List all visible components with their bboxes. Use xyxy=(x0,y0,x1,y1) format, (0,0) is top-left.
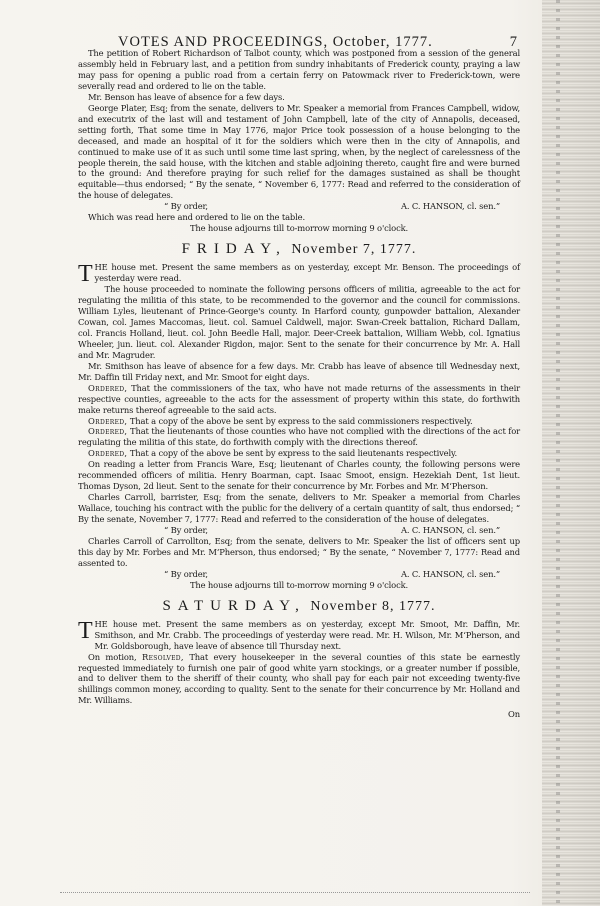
day-name: FRIDAY, xyxy=(181,241,287,258)
adjournment: The house adjourns till to-morrow morning 9 o'clock. xyxy=(189,223,409,234)
paragraph: The petition of Robert Richardson of Talbot county, which was postponed from a session of the general assembly held in February last, and a petition from sundry inhabitants of Frederick county, praying a law may pass for opening a public road from a certain ferry on Patowmack river to Frederick-town, were severally read and ordered to lie on the table. xyxy=(78,48,520,91)
ordered-paragraph: Ordered, That the lieutenants of those counties who have not complied with the directions of the act for regulating the militia of this state, do forthwith comply with the directions thereof. xyxy=(78,426,520,448)
adjournment: The house adjourns till to-morrow morning 9 o'clock. xyxy=(189,579,409,590)
paragraph: Charles Carroll, barrister, Esq; from the senate, delivers to Mr. Speaker a memorial from Charles Wallace, touching his contract with the public for the delivery of a certain quantity of salt, thus endorsed; “ By the senate, November 7, 1777: Read and referred to the consideration of the house of delegates. xyxy=(78,492,520,525)
signature-name: A. C. HANSON, cl. sen.” xyxy=(400,201,500,212)
signature-name: A. C. HANSON, cl. sen.” xyxy=(400,525,500,536)
catchword: On xyxy=(508,709,520,720)
signature-line xyxy=(78,201,520,212)
day-heading-friday xyxy=(78,241,520,258)
signature-name: A. C. HANSON, cl. sen.” xyxy=(400,568,500,579)
binding-marks xyxy=(556,0,560,906)
paragraph: Charles Carroll of Carrollton, Esq; from the senate, delivers to Mr. Speaker the list of officers sent up this day by Mr. Forbes and Mr. M‘Pherson, thus endorsed; “ By the senate, “ November 7, 1777: Read and assented to. xyxy=(78,535,520,568)
drop-cap: T xyxy=(78,617,93,644)
header-title: VOTES AND PROCEEDINGS, October, 1777. xyxy=(118,34,433,50)
signature-line xyxy=(78,525,520,536)
text-column xyxy=(78,48,520,720)
paragraph: THE house met. Present the same members as on yesterday, except Mr. Benson. The proceedings of yesterday were read. xyxy=(78,261,520,288)
resolved-paragraph: On motion, Resolved, That every housekeeper in the several counties of this state be earnestly requested immediately to furnish one pair of good white yarn stockings, or a greater number if possible, and to deliver them to the sheriff of their county, who shall pay for each pair not exceeding twenty-five shillings common money, according to quality. Sent to the senate for their concurrence by Mr. Holland and Mr. Williams. xyxy=(78,651,520,706)
day-date: November 7, 1777. xyxy=(291,242,417,258)
paragraph: The house proceeded to nominate the following persons officers of militia, agreeable to the act for regulating the militia of this state, to be recommended to the governor and the council for commissions. William Lyles, lieutenant of Prince-George's county. In Harford county, gunpowder battalion, Alexander Cowan, col. James Maccomas, lieut. col. Samuel Caldwell, major. Swan-Creek battalion, Richard Dallam, col. Francis Holland, lieut. col. John Beedle Hall, major. Deer-Creek battalion, William Webb, col. Ignatius Wheeler, jun. lieut. col. Alexander Rigdon, major. Sent to the senate for their concurrence by Mr. A. Hall and Mr. Magruder. xyxy=(78,284,520,360)
paragraph: Mr. Benson has leave of absence for a few days. xyxy=(88,91,285,102)
paragraph: On reading a letter from Francis Ware, Esq; lieutenant of Charles county, the following persons were recommended officers of militia. Henry Boarman, capt. Isaac Smoot, ensign. Hezekiah Dent, 1st lieut. Thomas Dyson, 2d lieut. Sent to the senate for their concurrence by Mr. Forbes and Mr. M‘Pherson. xyxy=(78,459,520,492)
paragraph: THE house met. Present the same members as on yesterday, except Mr. Smoot, Mr. Daffin, Mr. Smithson, and Mr. Crabb. The proceedings of yesterday were read. Mr. H. Wilson, Mr. M‘Pherson, and Mr. Goldsborough, have leave of absence till Thursday next. xyxy=(78,617,520,651)
page-edge-shadow xyxy=(542,0,600,906)
signature-by: “ By order, xyxy=(164,568,208,579)
signature-by: “ By order, xyxy=(164,525,208,536)
ordered-paragraph: Ordered, That a copy of the above be sent by express to the said commissioners respectively. xyxy=(88,415,473,426)
signature-by: “ By order, xyxy=(164,201,208,212)
day-date: November 8, 1777. xyxy=(310,598,436,614)
drop-cap: T xyxy=(78,261,93,288)
ordered-paragraph: Ordered, That a copy of the above be sent by express to the said lieutenants respectively. xyxy=(88,448,457,459)
ordered-paragraph: Ordered, That the commissioners of the tax, who have not made returns of the assessments in their respective counties, agreeable to the acts for the assessment of property within this state, do forthwith make returns thereof agreeable to the said acts. xyxy=(78,382,520,415)
paragraph: George Plater, Esq; from the senate, delivers to Mr. Speaker a memorial from Frances Campbell, widow, and executrix of the last will and testament of John Campbell, late of the city of Annapolis, deceased, setting forth, That some time in May 1776, major Price took possession of a house belonging to the deceased, and made an hospital of it for the soldiers which were then in the city of Annapolis, and continued to make use of it as such until some time last spring, when, by the neglect of carelessness of the people therein, the said house, with the kitchen and stable adjoining thereto, caught fire and were burned to the ground: And therefore praying for such relief for the damages sustained as shall be thought equitable—thus endorsed; “ By the senate, “ November 6, 1777: Read and referred to the consideration of the house of delegates. xyxy=(78,102,520,201)
paragraph: Which was read here and ordered to lie on the table. xyxy=(88,212,305,223)
day-name: SATURDAY, xyxy=(162,597,306,614)
day-heading-saturday xyxy=(78,597,520,614)
paragraph: Mr. Smithson has leave of absence for a few days. Mr. Crabb has leave of absence till Wednesday next, Mr. Daffin till Friday next, and Mr. Smoot for eight days. xyxy=(78,360,520,382)
bottom-scan-line xyxy=(60,892,530,894)
page-number: 7 xyxy=(509,34,518,50)
signature-line xyxy=(78,569,520,580)
